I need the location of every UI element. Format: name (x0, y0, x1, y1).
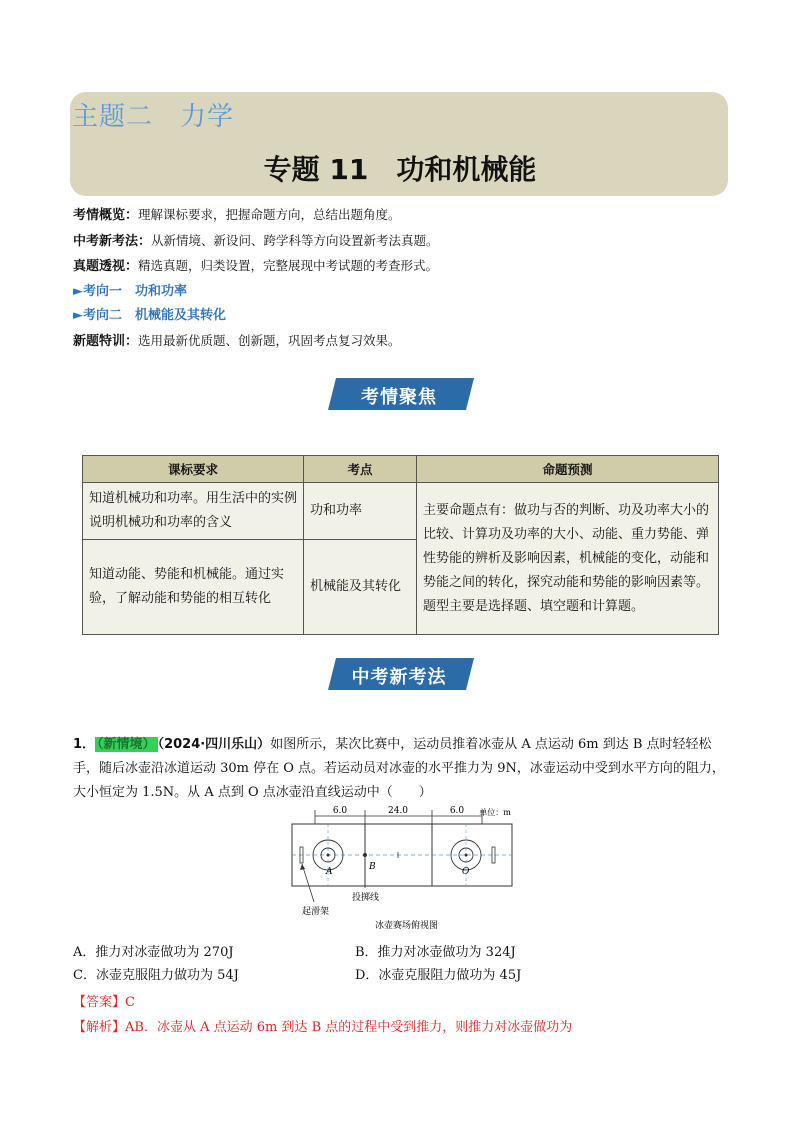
prediction-text: 主要命题点有：做功与否的判断、功及功率大小的比较、计算功及功率的大小、动能、重力势能、弹性势能的辨析及影响因素，机械能的变化，动能和势能之间的转化，探究动能和势能的影响因素等。 (423, 502, 710, 590)
theme-title: 主题二 力学 (72, 102, 235, 132)
overview-link-1[interactable]: ►考向一 功和功率 (73, 283, 187, 299)
option-b[interactable]: B．推力对冰壶做功为 324J (355, 945, 516, 960)
analysis-line: 【解析】AB．冰壶从 A 点运动 6m 到达 B 点的过程中受到推力，则推力对冰壶做功为 (73, 1020, 573, 1035)
option-c[interactable]: C．冰壶克服阻力做功为 54J (73, 968, 239, 983)
dim-3: 6.0 (449, 806, 465, 816)
table-header: 命题预测 (417, 456, 719, 483)
overview-line: 新题特训：选用最新优质题、创新题，巩固考点复习效果。 (73, 332, 401, 349)
prediction-text-2: 题型主要是选择题、填空题和计算题。 (423, 598, 645, 614)
overview-link-2[interactable]: ►考向二 机械能及其转化 (73, 308, 226, 323)
overview-line: 真题透视：精选真题，归类设置，完整展现中考试题的考查形式。 (73, 258, 439, 274)
start-label: 起滑架 (302, 907, 330, 917)
table-cell: 知道机械功和功率。用生活中的实例说明机械功和功率的含义 (83, 483, 304, 540)
option-a[interactable]: A．推力对冰壶做功为 270J (73, 945, 234, 960)
section-title: 考情聚焦 (361, 387, 437, 408)
label-a: A (326, 867, 333, 877)
tag-new-situation: （新情境） (97, 737, 156, 752)
question-1: 1． （新情境） （2024·四川乐山）如图所示，某次比赛中，运动员推着冰壶从 A 点运动 6m 到达 B 点时轻轻松手，随后冰壶沿冰道运动 30m 停在 O 点。若运动员对冰壶的水平推力为 9N，冰壶运动中受到水平方向的阻力，大小恒定为 1.5N。从 A 点到 O 点冰壶沿直线运动中（ ） (73, 737, 725, 800)
topic-title: 专题 11 功和机械能 (263, 153, 537, 186)
table-header: 考点 (304, 456, 417, 483)
table-cell: 功和功率 (304, 483, 417, 540)
table-cell: 机械能及其转化 (304, 540, 417, 635)
dim-2: 24.0 (387, 806, 409, 816)
overview (73, 203, 439, 354)
section-title: 中考新考法 (351, 667, 447, 688)
dim-1: 6.0 (332, 806, 348, 816)
line-label: 投掷线 (352, 893, 380, 903)
table-header: 课标要求 (83, 456, 304, 483)
unit-label: 单位：m (479, 808, 511, 817)
requirements-table (82, 455, 719, 635)
table-cell: 知道动能、势能和机械能。通过实验，了解动能和势能的相互转化 (83, 540, 304, 635)
label-o: O (462, 867, 470, 877)
section-banner-new (320, 652, 478, 698)
answer-line: 【答案】C (73, 995, 135, 1010)
diagram-caption: 冰壶赛场俯视图 (375, 921, 439, 931)
overview-line: 中考新考法：从新情境、新设问、跨学科等方向设置新考法真题。 (73, 232, 439, 249)
curling-diagram (290, 802, 515, 932)
label-b: B (369, 862, 376, 872)
answer-block (73, 990, 572, 1040)
section-banner-focus (320, 372, 478, 418)
overview-line: 考情概览：理解课标要求，把握命题方向，总结出题角度。 (73, 207, 401, 223)
option-d[interactable]: D．冰壶克服阻力做功为 45J (355, 968, 522, 983)
prediction-cell (417, 483, 719, 635)
